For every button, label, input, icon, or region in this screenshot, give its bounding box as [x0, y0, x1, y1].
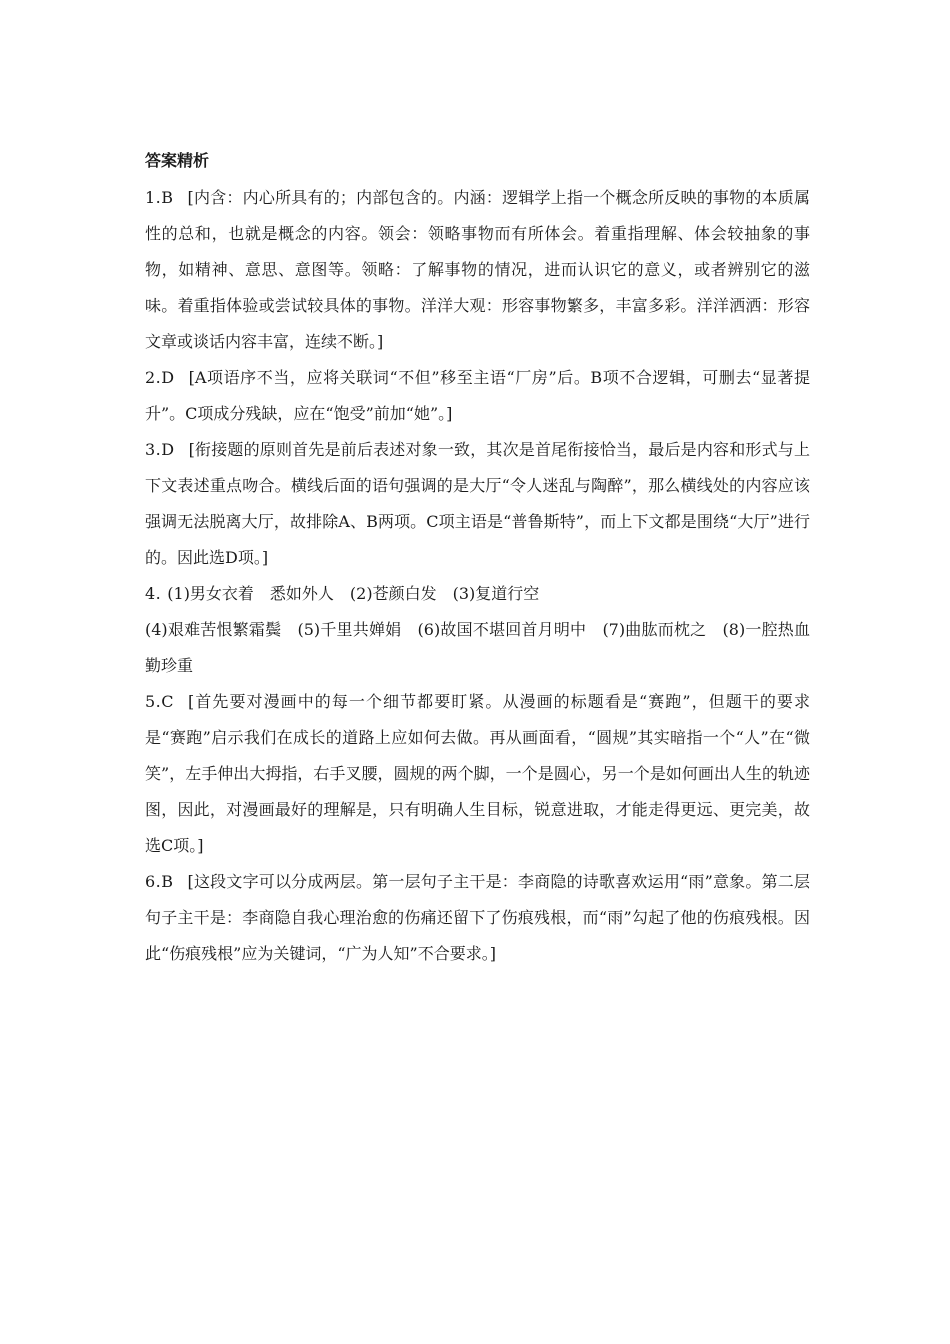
answer-1-explanation: [内含：内心所具有的；内部包含的。内涵：逻辑学上指一个概念所反映的事物的本质属性的总和，也就是概念的内容。领会：领略事物而有所体会。着重指理解、体会较抽象的事物，如精神、意思、意图等。领略：了解事物的情况，进而认识它的意义，或者辨别它的滋味。着重指体验或尝试较具体的事物。洋洋大观：形容事物繁多，丰富多彩。洋洋洒洒：形容文章或谈话内容丰富，连续不断。] — [145, 188, 810, 351]
answer-1 — [145, 180, 810, 360]
answer-2-number: 2.D — [145, 368, 175, 387]
answer-3 — [145, 432, 810, 576]
answer-4-line-1: (1)男女衣着 悉如外人 (2)苍颜白发 (3)复道行空 — [167, 584, 540, 603]
answer-2-explanation: [A项语序不当，应将关联词“不但”移至主语“厂房”后。B项不合逻辑，可删去“显著提升”。C项成分残缺，应在“饱受”前加“她”。] — [145, 368, 810, 423]
page-title: 答案精析 — [145, 151, 210, 170]
answer-1-number: 1.B — [145, 188, 174, 207]
answer-5-explanation: [首先要对漫画中的每一个细节都要盯紧。从漫画的标题看是“赛跑”，但题干的要求是“赛跑”启示我们在成长的道路上应如何去做。再从画面看，“圆规”其实暗指一个“人”在“微笑”，左手伸出大拇指，右手叉腰，圆规的两个脚，一个是圆心，另一个是如何画出人生的轨迹图，因此，对漫画最好的理解是，只有明确人生目标，锐意进取，才能走得更远、更完美，故选C项。] — [145, 692, 810, 855]
answer-5-number: 5.C — [145, 692, 175, 711]
answer-6-explanation: [这段文字可以分成两层。第一层句子主干是：李商隐的诗歌喜欢运用“雨”意象。第二层句子主干是：李商隐自我心理治愈的伤痛还留下了伤痕残根，而“雨”勾起了他的伤痕残根。因此“伤痕残根”应为关键词，“广为人知”不合要求。] — [145, 872, 810, 963]
answer-document — [145, 146, 810, 972]
answer-4-continued — [145, 612, 810, 684]
answer-3-number: 3.D — [145, 440, 175, 459]
answer-4-line-2: (4)艰难苦恨繁霜鬓 (5)千里共婵娟 (6)故国不堪回首月明中 (7)曲肱而枕之 (8)一腔热血勤珍重 — [145, 620, 810, 675]
answer-3-explanation: [衔接题的原则首先是前后表述对象一致，其次是首尾衔接恰当，最后是内容和形式与上下文表述重点吻合。横线后面的语句强调的是大厅“令人迷乱与陶醉”，那么横线处的内容应该强调无法脱离大厅，故排除A、B两项。C项主语是“普鲁斯特”，而上下文都是围绕“大厅”进行的。因此选D项。] — [145, 440, 810, 567]
answer-6-number: 6.B — [145, 872, 174, 891]
answer-5 — [145, 684, 810, 864]
answer-2 — [145, 360, 810, 432]
answer-4 — [145, 576, 810, 612]
answer-4-number: 4. — [145, 584, 162, 603]
answer-6 — [145, 864, 810, 972]
